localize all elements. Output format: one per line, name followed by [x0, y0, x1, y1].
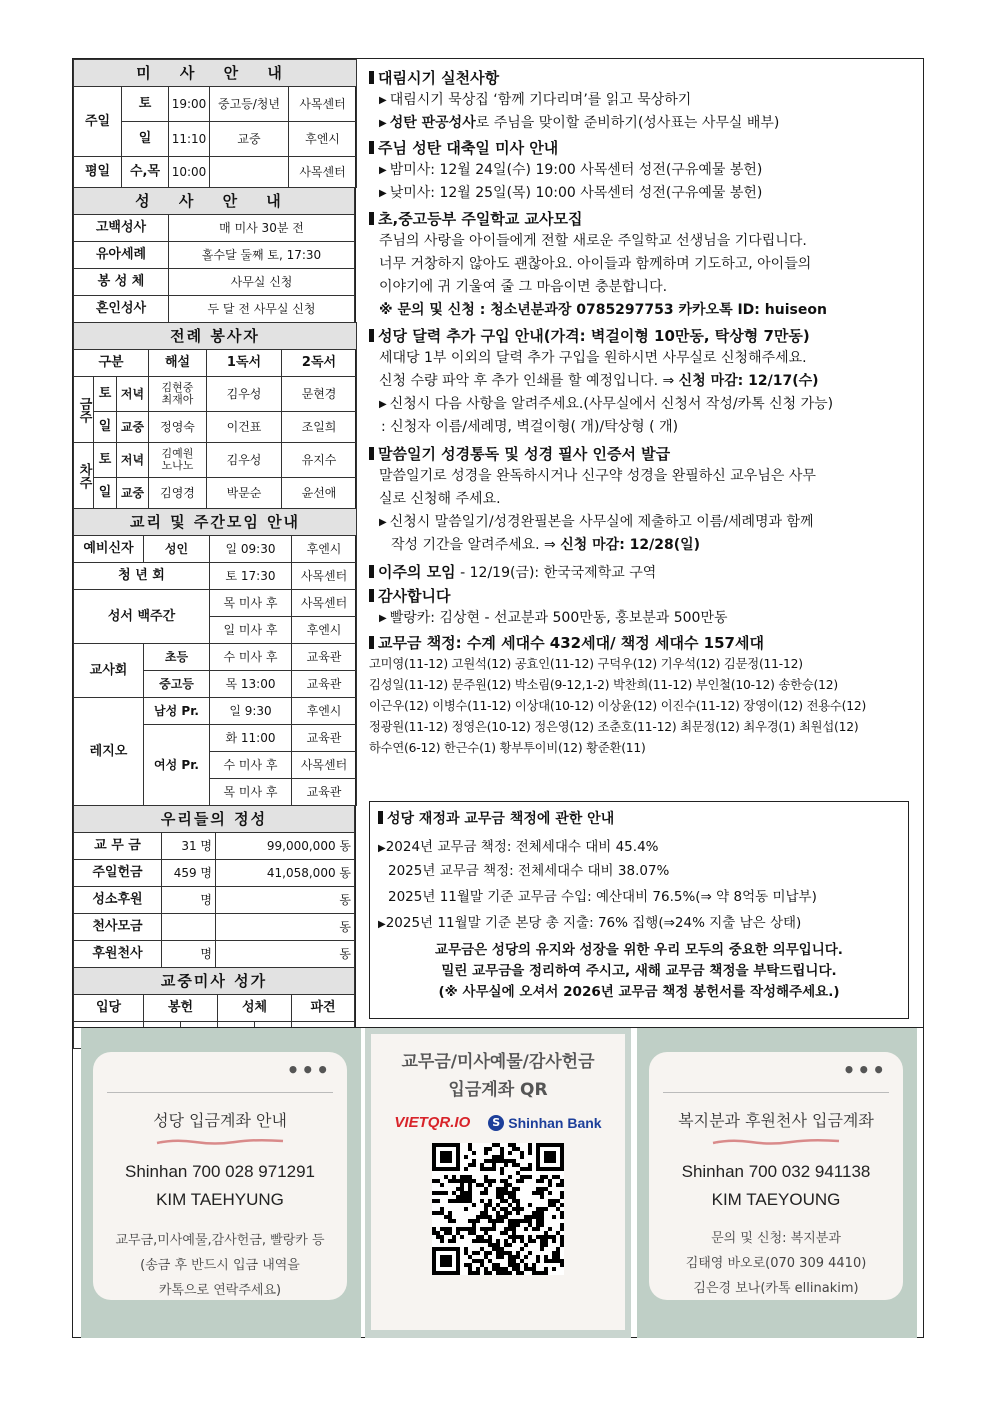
offering-amount: 동 — [216, 887, 355, 914]
this-week-label: 금주 — [74, 377, 94, 443]
server-commentary: 노나노 — [161, 459, 194, 472]
legio-male-time: 일 9:30 — [210, 698, 292, 725]
servers-h-cat: 구분 — [74, 350, 149, 377]
calendar-text: 신청 수량 파악 후 추가 인쇄를 할 예정입니다. ⇒ — [379, 373, 679, 389]
qr-title: 교무금/미사예물/감사헌금 — [401, 1052, 595, 1072]
calendar-deadline: 신청 마감: 12/17(수) — [678, 373, 819, 389]
welfare-account-number: Shinhan 700 032 941138 — [681, 1162, 871, 1181]
server-commentary: 김현중 — [161, 381, 194, 394]
bible-deadline: 신청 마감: 12/28(일) — [560, 537, 701, 553]
welfare-account-holder: KIM TAEYOUNG — [711, 1190, 841, 1209]
legio-female-place: 사목센터 — [292, 752, 357, 779]
shinhan-logo-icon: S — [488, 1115, 504, 1131]
server-reader2: 조일희 — [282, 412, 357, 443]
qr-panel — [365, 1028, 631, 1338]
dues-names: 김성일(11-12) 문주원(12) 박소림(9-12,1-2) 박찬희(11-12) 부인철(10-12) 송한승(12) — [369, 678, 838, 692]
dues-names: 이근우(12) 이병수(11-12) 이상대(10-12) 이상윤(12) 이진수(11-12) 장영이(12) 전용수(12) — [369, 699, 867, 713]
sacrament-title: 성 사 안 내 — [74, 188, 355, 215]
thanks-title: 감사합니다 — [378, 587, 451, 605]
finance-call: 밀린 교무금을 정리하여 주시고, 새해 교무금 책정을 부탁드립니다. — [441, 963, 837, 979]
finance-call: 교무금은 성당의 유지와 성장을 위한 우리 모두의 중요한 의무입니다. — [435, 942, 843, 958]
legio-label: 레지오 — [74, 698, 144, 806]
weekday-label: 평일 — [74, 157, 122, 188]
sunday-label: 주일 — [74, 87, 122, 157]
hymn-h-communion: 성체 — [218, 995, 292, 1022]
teachers-elem-place: 교육관 — [292, 644, 357, 671]
legio-female-time: 수 미사 후 — [210, 752, 292, 779]
bible-time: 일 미사 후 — [210, 617, 292, 644]
sacrament-table — [73, 187, 355, 323]
legio-female-place: 교육관 — [292, 779, 357, 806]
teachers-mid: 중고등 — [144, 671, 210, 698]
vietqr-logo: VIETQR.IO — [394, 1114, 471, 1131]
parish-account-note: 교무금,미사예물,감사헌금, 빨랑카 등 — [115, 1233, 325, 1248]
welfare-account-note: 문의 및 신청: 복지분과 — [711, 1231, 841, 1246]
legio-female-time: 화 11:00 — [210, 725, 292, 752]
parish-account-panel — [81, 1028, 361, 1338]
legio-male: 남성 Pr. — [144, 698, 210, 725]
sacrament-name: 고백성사 — [74, 215, 169, 242]
hymn-h-offertory: 봉헌 — [144, 995, 218, 1022]
bible-text: 작성 기간을 알려주세요. ⇒ — [391, 537, 561, 553]
thanks-section: 감사합니다 ▶ 빨랑카: 김상현 - 선교분과 500만동, 홍보분과 500만동 — [369, 585, 923, 630]
hymn-h-dismissal: 파견 — [292, 995, 355, 1022]
server-mass: 교중 — [117, 412, 149, 443]
parish-account-number: Shinhan 700 028 971291 — [124, 1162, 315, 1181]
school-text: 이야기에 귀 기울여 줄 그 마음이면 충분합니다. — [379, 279, 668, 295]
sun-time: 11:10 — [169, 122, 210, 157]
calendar-item: 신청시 다음 사항을 알려주세요.(사무실에서 신청서 작성/카톡 신청 가능) — [389, 396, 834, 412]
wk-group — [210, 157, 289, 188]
parish-account-card — [93, 1052, 347, 1300]
server-mass: 저녁 — [117, 443, 149, 478]
teachers-elem-time: 수 미사 후 — [210, 644, 292, 671]
bible-section: 말씀일기 성경통독 및 성경 필사 인증서 발급 말씀일기로 성경을 완독하시거나 신구약 성경을 완필하신 교우님은 사무 실로 신청해 주세요. ▶ 신청시 말씀일기/성경완필본을 사무실에 제출하고 이름/세례명과 함께 작성 기간을 알려주세요. ⇒ 신청 마감: 12/28(일) — [369, 443, 923, 557]
sacrament-name: 봉 성 체 — [74, 269, 169, 296]
server-commentary: 김예원 — [161, 447, 194, 460]
next-week-label: 차주 — [74, 443, 94, 509]
server-reader1: 박문순 — [207, 478, 282, 509]
server-commentary: 최재아 — [161, 393, 194, 406]
servers-table — [73, 322, 357, 509]
thanks-item: 빨랑카: 김상현 - 선교분과 500만동, 홍보분과 500만동 — [389, 610, 728, 626]
server-mass: 교중 — [117, 478, 149, 509]
mass-table — [73, 59, 357, 188]
mass-title: 미 사 안 내 — [74, 60, 357, 87]
sun-day: 일 — [122, 122, 169, 157]
parish-account-title: 성당 입금계좌 안내 — [153, 1111, 287, 1130]
sun-group: 교중 — [210, 122, 289, 157]
welfare-account-title: 복지분과 후원천사 입금계좌 — [678, 1111, 874, 1130]
server-reader2: 윤선애 — [282, 478, 357, 509]
teachers-label: 교사회 — [74, 644, 144, 698]
server-reader2: 문현경 — [282, 377, 357, 412]
server-day: 일 — [94, 412, 117, 443]
more-icon: ••• — [842, 1058, 887, 1082]
legio-female-place: 교육관 — [292, 725, 357, 752]
sacrament-name: 유아세례 — [74, 242, 169, 269]
bible-place: 후엔시 — [292, 617, 357, 644]
offering-count: 459 명 — [162, 860, 216, 887]
server-reader1: 김우성 — [207, 377, 282, 412]
advent-section: 대림시기 실천사항 ▶ 대림시기 묵상집 ‘함께 기다리며’를 읽고 묵상하기 ▶ 성탄 판공성사로 주님을 맞이할 준비하기(성사표는 사무실 배부) — [369, 67, 923, 135]
server-day: 토 — [94, 377, 117, 412]
sacrament-value: 두 달 전 사무실 신청 — [169, 296, 355, 323]
qr-card — [371, 1034, 625, 1330]
offering-name: 주일헌금 — [74, 860, 162, 887]
dues-title: 교무금 책정: 수계 세대수 432세대/ 책정 세대수 157세대 — [378, 634, 764, 652]
parish-account-note: (송금 후 반드시 입금 내역을 — [140, 1258, 300, 1273]
server-commentary: 정영숙 — [149, 412, 207, 443]
welfare-account-card — [649, 1052, 903, 1300]
wk-place: 사목센터 — [289, 157, 357, 188]
left-column — [73, 59, 356, 1027]
teachers-elem: 초등 — [144, 644, 210, 671]
legio-female-time: 목 미사 후 — [210, 779, 292, 806]
servers-h-commentary: 해설 — [149, 350, 207, 377]
offering-count: 명 — [162, 941, 216, 968]
sat-day: 토 — [122, 87, 169, 122]
welfare-account-note: 김태영 바오로(070 309 4410) — [685, 1256, 867, 1271]
parish-account-note: 카톡으로 연락주세요) — [158, 1283, 282, 1298]
teachers-mid-time: 목 13:00 — [210, 671, 292, 698]
offering-table — [73, 805, 355, 968]
meetings-title: 교리 및 주간모임 안내 — [74, 509, 357, 536]
youth-time: 토 17:30 — [210, 563, 292, 590]
school-section — [369, 208, 923, 322]
christmas-item: 낮미사: 12월 25일(목) 10:00 사목센터 성전(구유예물 봉헌) — [389, 185, 763, 201]
server-reader1: 김우성 — [207, 443, 282, 478]
finance-line: 2025년 11월말 기준 교무금 수입: 예산대비 76.5%(⇒ 약 8억동 미납부) — [388, 889, 817, 905]
account-panels — [73, 1027, 923, 1337]
calendar-title: 성당 달력 추가 구입 안내(가격: 벽걸이형 10만동, 탁상형 7만동) — [378, 327, 810, 345]
advent-item: 대림시기 묵상집 ‘함께 기다리며’를 읽고 묵상하기 — [389, 92, 692, 108]
offering-name: 성소후원 — [74, 887, 162, 914]
christmas-item: 밤미사: 12월 24일(수) 19:00 사목센터 성전(구유예물 봉헌) — [389, 162, 763, 178]
finance-call: (※ 사무실에 오셔서 2026년 교무금 책정 봉헌서를 작성해주세요.) — [438, 984, 840, 1000]
advent-title: 대림시기 실천사항 — [378, 69, 500, 87]
bible-time: 목 미사 후 — [210, 590, 292, 617]
meeting-title: 이주의 모임 — [378, 563, 456, 581]
advent-item: 로 주님을 맞이할 준비하기(성사표는 사무실 배부) — [475, 115, 780, 131]
bible-text: 실로 신청해 주세요. — [379, 491, 501, 507]
teachers-mid-place: 교육관 — [292, 671, 357, 698]
bulletin-page — [72, 58, 924, 1338]
shinhan-bank-logo: Shinhan Bank — [508, 1114, 602, 1131]
sacrament-value: 홀수달 둘째 토, 17:30 — [169, 242, 355, 269]
server-mass: 저녁 — [117, 377, 149, 412]
offering-amount: 동 — [216, 914, 355, 941]
server-reader2: 유지수 — [282, 443, 357, 478]
dues-names: 정광원(11-12) 정영은(10-12) 정은영(12) 조춘호(11-12) 최문정(12) 최우경(1) 최원섭(12) — [369, 720, 859, 734]
more-icon: ••• — [286, 1058, 331, 1082]
server-day: 토 — [94, 443, 117, 478]
christmas-section: 주님 성탄 대축일 미사 안내 ▶ 밤미사: 12월 24일(수) 19:00 사목센터 성전(구유예물 봉헌) ▶ 낮미사: 12월 25일(목) 10:00 사목센터 성전(구유예물 봉헌) — [369, 137, 923, 205]
finance-line: 2025년 11월말 기준 본당 총 지출: 76% 집행(⇒24% 지출 남은 상태) — [385, 915, 802, 931]
catechumen-adult: 성인 — [144, 536, 210, 563]
finance-box: 성당 재정과 교무금 책정에 관한 안내 ▶2024년 교무금 책정: 전체세대수 대비 45.4% 2025년 교무금 책정: 전체세대수 대비 38.07% 2025년 11월말 기준 교무금 수입: 예산대비 76.5%(⇒ 약 8억동 미납부) ▶2025년 11월말 기준 본당 총 지출: 76% 집행(⇒24% 지출 남은 상태) 교무금은 성당의 유지와 성장을 위한 우리 모두의 중요한 의무입니다. 밀린 교무금을 정리하여 주시고, 새해 교무금 책정을 부탁드립니다. (※ 사무실에 오셔서 2026년 교무금 책정 봉헌서를 작성해주세요.) — [369, 801, 909, 1019]
christmas-title: 주님 성탄 대축일 미사 안내 — [378, 139, 559, 157]
meetings-table — [73, 508, 357, 806]
bible-text: 말씀일기로 성경을 완독하시거나 신구약 성경을 완필하신 교우님은 사무 — [379, 468, 816, 484]
qr-subtitle: 입금계좌 QR — [448, 1080, 548, 1100]
youth-place: 사목센터 — [292, 563, 357, 590]
sun-place: 후엔시 — [289, 122, 357, 157]
calendar-text: 세대당 1부 이외의 달력 추가 구입을 원하시면 사무실로 신청해주세요. — [379, 350, 807, 366]
wk-time: 10:00 — [169, 157, 210, 188]
legio-female: 여성 Pr. — [144, 725, 210, 806]
dues-names: 하수연(6-12) 한근수(1) 황부투이비(12) 황준환(11) — [369, 741, 646, 755]
offering-amount: 99,000,000 동 — [216, 833, 355, 860]
school-text: 너무 거창하지 않아도 괜찮아요. 아이들과 함께하며 기도하고, 아이들의 — [379, 256, 812, 272]
catechumen-place: 후엔시 — [292, 536, 357, 563]
server-reader1: 이건표 — [207, 412, 282, 443]
offering-count: 명 — [162, 887, 216, 914]
squiggle-underline-icon — [711, 1138, 841, 1146]
advent-item-bold: 성탄 판공성사 — [389, 115, 476, 131]
dues-names: 고미영(11-12) 고원석(12) 공효인(11-12) 구덕우(12) 기우석(12) 김문정(11-12) — [369, 657, 803, 671]
sat-time: 19:00 — [169, 87, 210, 122]
school-contact: ※ 문의 및 신청 : 청소년분과장 0785297753 카카오톡 ID: huiseon — [379, 302, 827, 318]
hymns-title: 교중미사 성가 — [74, 968, 355, 995]
catechumen-label: 예비신자 — [74, 536, 144, 563]
meeting-section — [369, 561, 923, 584]
right-column — [357, 59, 923, 1027]
sacrament-name: 혼인성사 — [74, 296, 169, 323]
offering-amount: 동 — [216, 941, 355, 968]
school-text: 주님의 사랑을 아이들에게 전할 새로운 주일학교 선생님을 기다립니다. — [379, 233, 807, 249]
bible-title: 말씀일기 성경통독 및 성경 필사 인증서 발급 — [378, 445, 671, 463]
finance-line: 2025년 교무금 책정: 전체세대수 대비 38.07% — [388, 863, 670, 879]
sat-place: 사목센터 — [289, 87, 357, 122]
bible-label: 성서 백주간 — [74, 590, 210, 644]
sat-group: 중고등/청년 — [210, 87, 289, 122]
meeting-text: - 12/19(금): 한국국제학교 구역 — [455, 565, 657, 581]
catechumen-time: 일 09:30 — [210, 536, 292, 563]
legio-male-place: 후엔시 — [292, 698, 357, 725]
dues-section — [369, 632, 923, 759]
parish-account-holder: KIM TAEHYUNG — [156, 1190, 284, 1209]
offering-name: 후원천사 — [74, 941, 162, 968]
offering-count: 31 명 — [162, 833, 216, 860]
calendar-form: : 신청자 이름/세례명, 벽걸이형( 개)/탁상형 ( 개) — [381, 419, 679, 435]
sacrament-value: 사무실 신청 — [169, 269, 355, 296]
bible-item: 신청시 말씀일기/성경완필본을 사무실에 제출하고 이름/세례명과 함께 — [389, 514, 814, 530]
finance-line: 2024년 교무금 책정: 전체세대수 대비 45.4% — [385, 839, 659, 855]
offering-name: 교 무 금 — [74, 833, 162, 860]
calendar-section: 성당 달력 추가 구입 안내(가격: 벽걸이형 10만동, 탁상형 7만동) 세대당 1부 이외의 달력 추가 구입을 원하시면 사무실로 신청해주세요. 신청 수량 파악 후 추가 인쇄를 할 예정입니다. ⇒ 신청 마감: 12/17(수) ▶ 신청시 다음 사항을 알려주세요.(사무실에서 신청서 작성/카톡 신청 가능) : 신청자 이름/세례명, 벽걸이형( 개)/탁상형 ( 개) — [369, 325, 923, 439]
bible-place: 사목센터 — [292, 590, 357, 617]
qr-code-icon[interactable] — [432, 1143, 564, 1275]
sacrament-value: 매 미사 30분 전 — [169, 215, 355, 242]
server-day: 일 — [94, 478, 117, 509]
servers-h-reader1: 1독서 — [207, 350, 282, 377]
squiggle-underline-icon — [155, 1138, 285, 1146]
offering-name: 천사모금 — [74, 914, 162, 941]
offering-amount: 41,058,000 동 — [216, 860, 355, 887]
welfare-account-panel — [637, 1028, 917, 1338]
servers-title: 전례 봉사자 — [74, 323, 357, 350]
hymn-h-entrance: 입당 — [74, 995, 144, 1022]
offering-count — [162, 914, 216, 941]
finance-title: 성당 재정과 교무금 책정에 관한 안내 — [387, 811, 615, 827]
school-title: 초,중고등부 주일학교 교사모집 — [378, 210, 583, 228]
youth-label: 청 년 회 — [74, 563, 210, 590]
welfare-account-note: 김은경 보나(카톡 ellinakim) — [693, 1281, 859, 1296]
wk-day: 수,목 — [122, 157, 169, 188]
offering-title: 우리들의 정성 — [74, 806, 355, 833]
servers-h-reader2: 2독서 — [282, 350, 357, 377]
server-commentary: 김영경 — [149, 478, 207, 509]
